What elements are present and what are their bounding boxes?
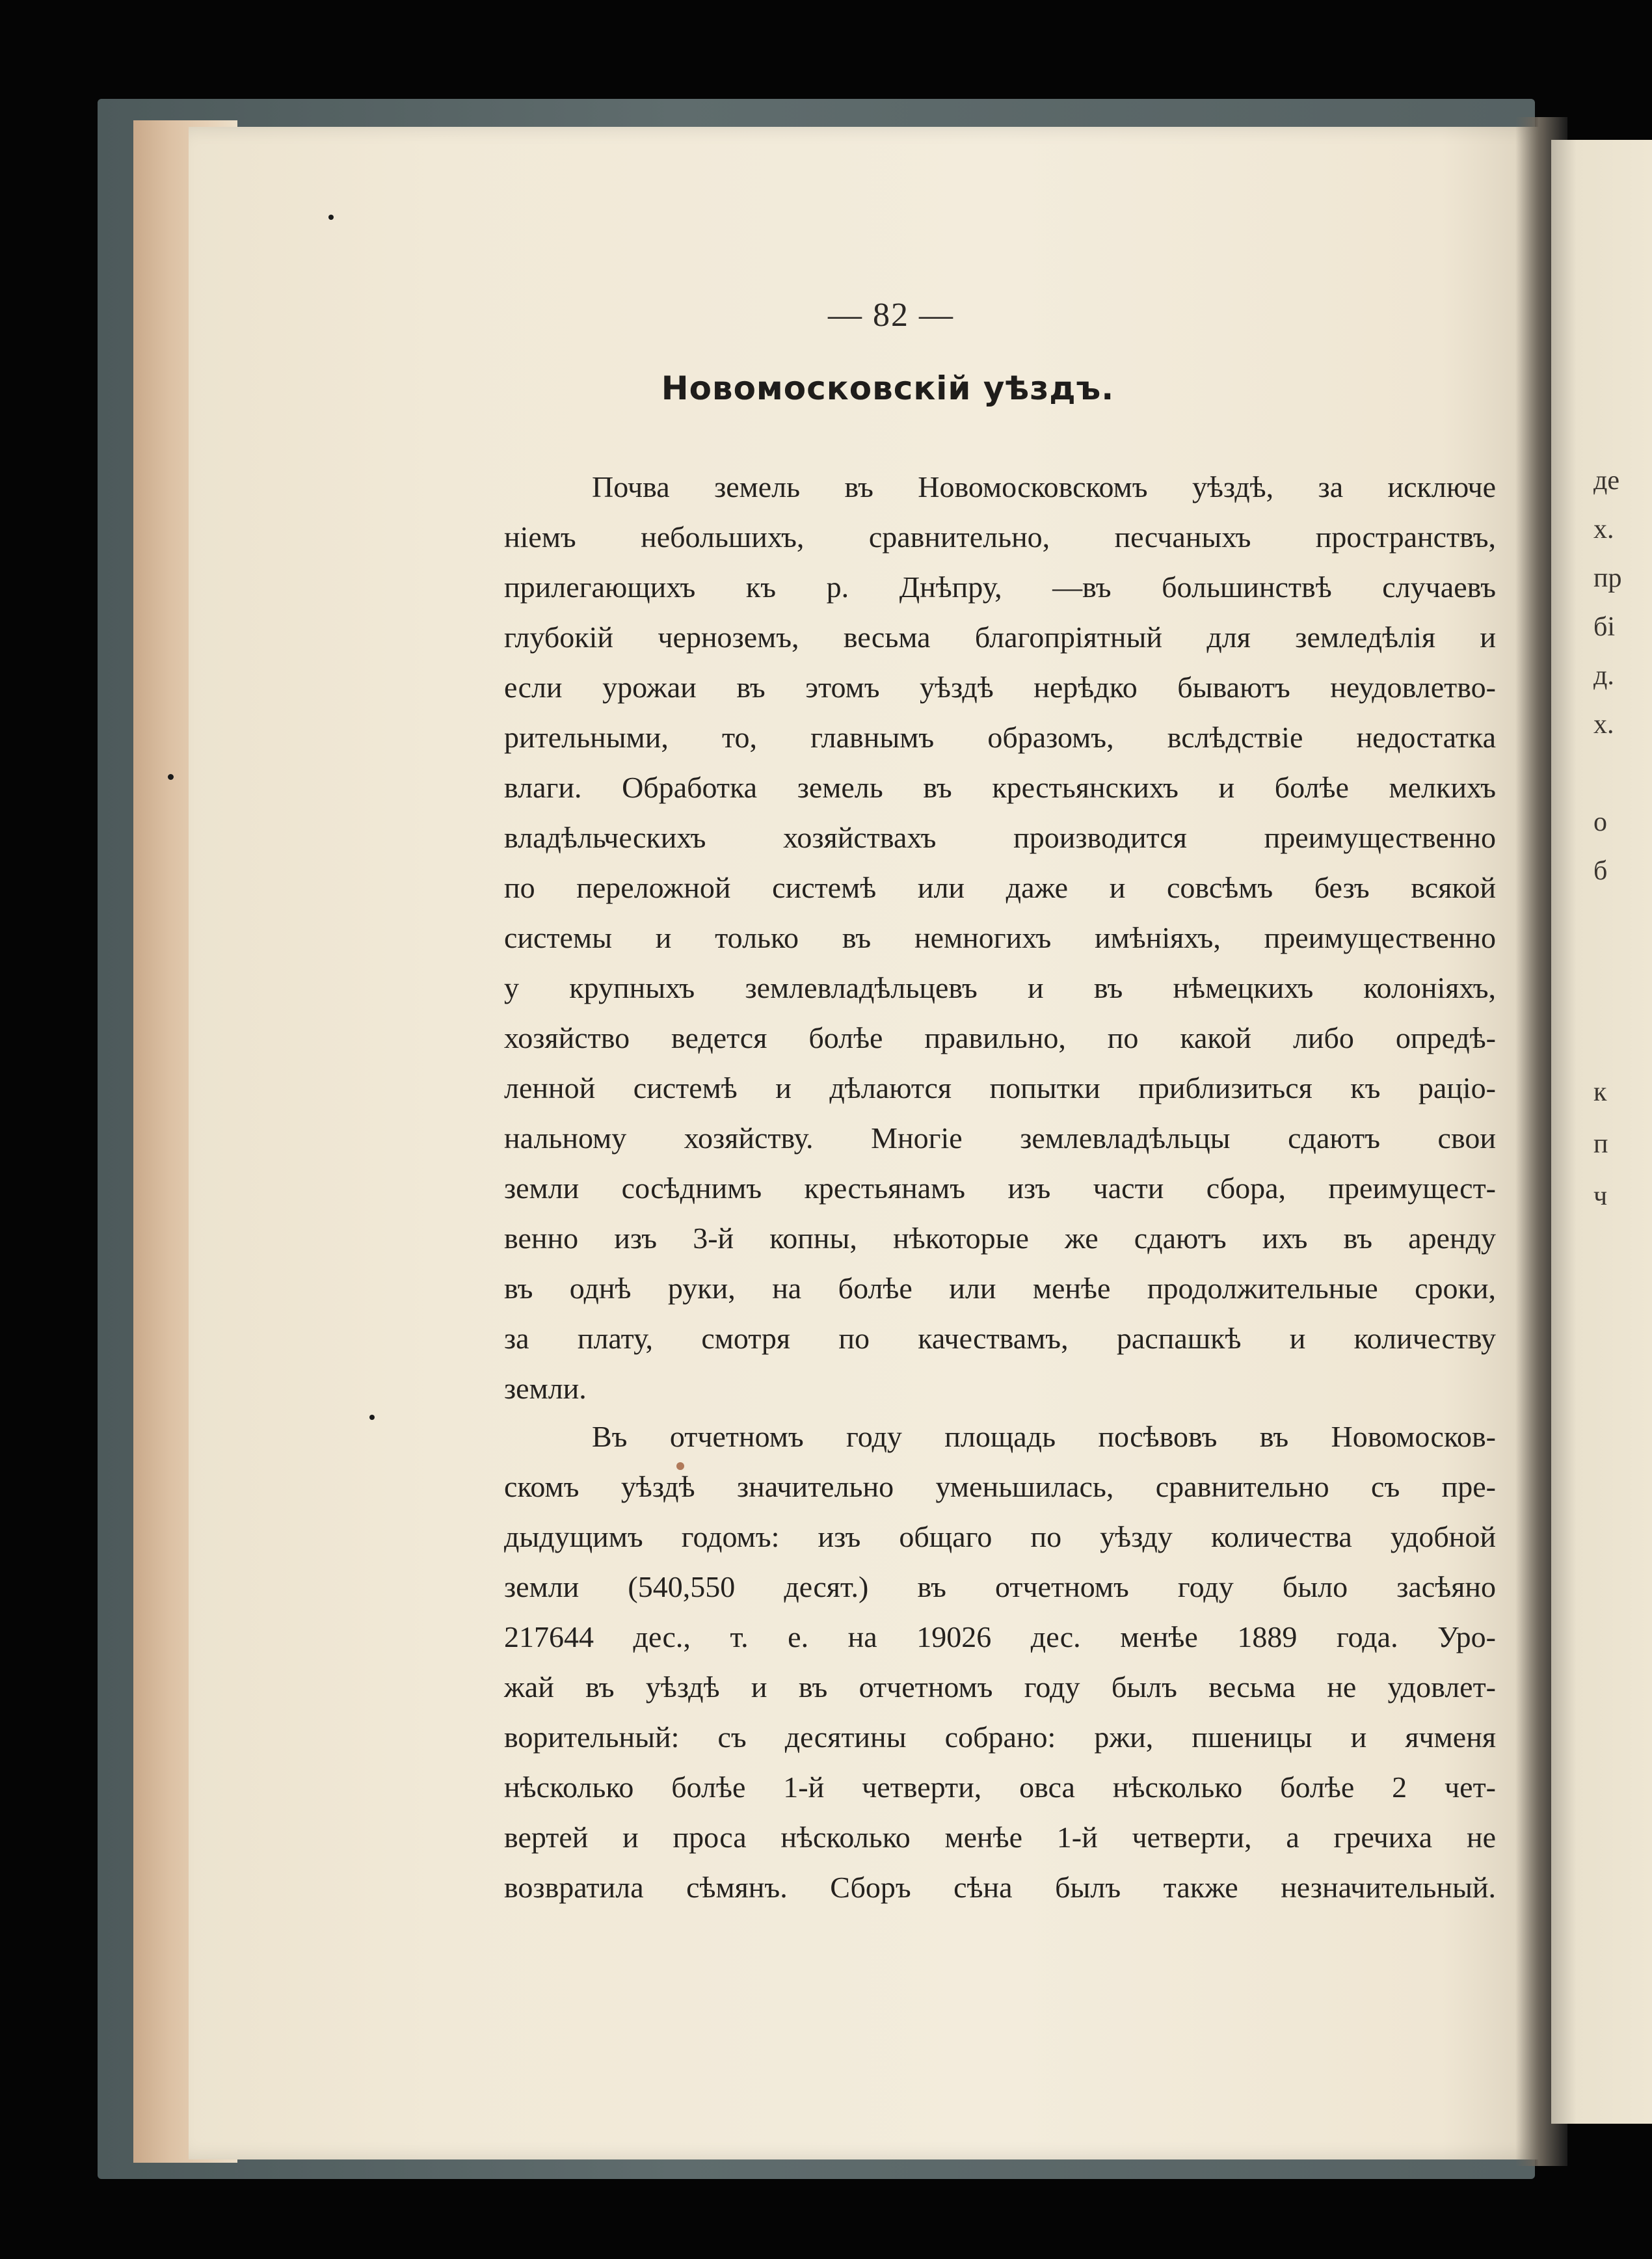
dust-speck xyxy=(369,1415,375,1420)
text-line: вертей и проса нѣсколько менѣе 1-й четверти, а гречиха не xyxy=(504,1821,1496,1854)
ink-spot xyxy=(676,1462,684,1470)
text-line: земли. xyxy=(504,1372,587,1405)
paragraph-1 xyxy=(504,462,1496,1413)
section-heading: Новомосковскій уѣздъ. xyxy=(661,369,1115,407)
text-line: земли (540,550 десят.) въ отчетномъ году было засѣяно xyxy=(504,1570,1496,1603)
text-line: по переложной системѣ или даже и совсѣмъ безъ всякой xyxy=(504,871,1496,904)
facing-page-text: о xyxy=(1593,807,1607,837)
text-line: возвратила сѣмянъ. Сборъ сѣна былъ также незначительный. xyxy=(504,1871,1496,1904)
text-line: скомъ уѣздѣ значительно уменьшилась, сравнительно съ пре- xyxy=(504,1470,1496,1503)
text-line: у крупныхъ землевладѣльцевъ и въ нѣмецкихъ колоніяхъ, xyxy=(504,971,1496,1004)
facing-page-text: д. xyxy=(1593,661,1614,691)
facing-page-text: де xyxy=(1593,466,1620,496)
text-line: нальному хозяйству. Многіе землевладѣльцы сдаютъ свои xyxy=(504,1121,1496,1155)
text-line: влаги. Обработка земель въ крестьянскихъ и болѣе мелкихъ xyxy=(504,771,1496,804)
text-line: хозяйство ведется болѣе правильно, по какой либо опредѣ- xyxy=(504,1021,1496,1054)
text-line: владѣльческихъ хозяйствахъ производится преимущественно xyxy=(504,821,1496,854)
facing-page-fragment xyxy=(1551,140,1652,2124)
paragraph-2 xyxy=(504,1411,1496,1912)
facing-page-text: пр xyxy=(1593,563,1622,593)
facing-page-text: бі xyxy=(1593,612,1616,642)
text-line: ніемъ небольшихъ, сравнительно, песчаныхъ пространствъ, xyxy=(504,520,1496,554)
facing-page-text: х. xyxy=(1593,710,1614,740)
dust-speck xyxy=(168,774,174,780)
text-line: Почва земель въ Новомосковскомъ уѣздѣ, за исключе xyxy=(592,470,1496,503)
facing-page-text: б xyxy=(1593,856,1608,886)
text-line: Въ отчетномъ году площадь посѣвовъ въ Новомосков- xyxy=(592,1420,1496,1453)
text-line: рительными, то, главнымъ образомъ, вслѣдствіе недостатка xyxy=(504,721,1496,754)
facing-page-text: п xyxy=(1593,1129,1608,1159)
text-line: ворительный: съ десятины собрано: ржи, пшеницы и ячменя xyxy=(504,1720,1496,1754)
facing-page-text: х. xyxy=(1593,515,1614,544)
text-line: прилегающихъ къ р. Днѣпру, —въ большинствѣ случаевъ xyxy=(504,570,1496,604)
text-line: дыдущимъ годомъ: изъ общаго по уѣзду количества удобной xyxy=(504,1520,1496,1553)
facing-page-text: ч xyxy=(1593,1181,1608,1211)
text-line: нѣсколько болѣе 1-й четверти, овса нѣсколько болѣе 2 чет- xyxy=(504,1771,1496,1804)
text-line: земли сосѣднимъ крестьянамъ изъ части сбора, преимущест- xyxy=(504,1171,1496,1205)
text-line: 217644 дес., т. е. на 19026 дес. менѣе 1889 года. Уро- xyxy=(504,1620,1496,1653)
facing-page-text: к xyxy=(1593,1077,1607,1107)
text-line: за плату, смотря по качествамъ, распашкѣ и количеству xyxy=(504,1322,1496,1355)
dust-speck xyxy=(328,215,334,220)
text-line: венно изъ 3-й копны, нѣкоторые же сдаютъ ихъ въ аренду xyxy=(504,1222,1496,1255)
text-line: въ однѣ руки, на болѣе или менѣе продолжительные сроки, xyxy=(504,1272,1496,1305)
page-number: — 82 — xyxy=(828,297,954,334)
text-line: ленной системѣ и дѣлаются попытки приблизиться къ раціо- xyxy=(504,1071,1496,1104)
text-line: системы и только въ немногихъ имѣніяхъ, преимущественно xyxy=(504,921,1496,954)
text-line: если урожаи въ этомъ уѣздѣ нерѣдко бываютъ неудовлетво- xyxy=(504,671,1496,704)
text-line: глубокій черноземъ, весьма благопріятный для земледѣлія и xyxy=(504,621,1496,654)
text-line: жай въ уѣздѣ и въ отчетномъ году былъ весьма не удовлет- xyxy=(504,1670,1496,1704)
